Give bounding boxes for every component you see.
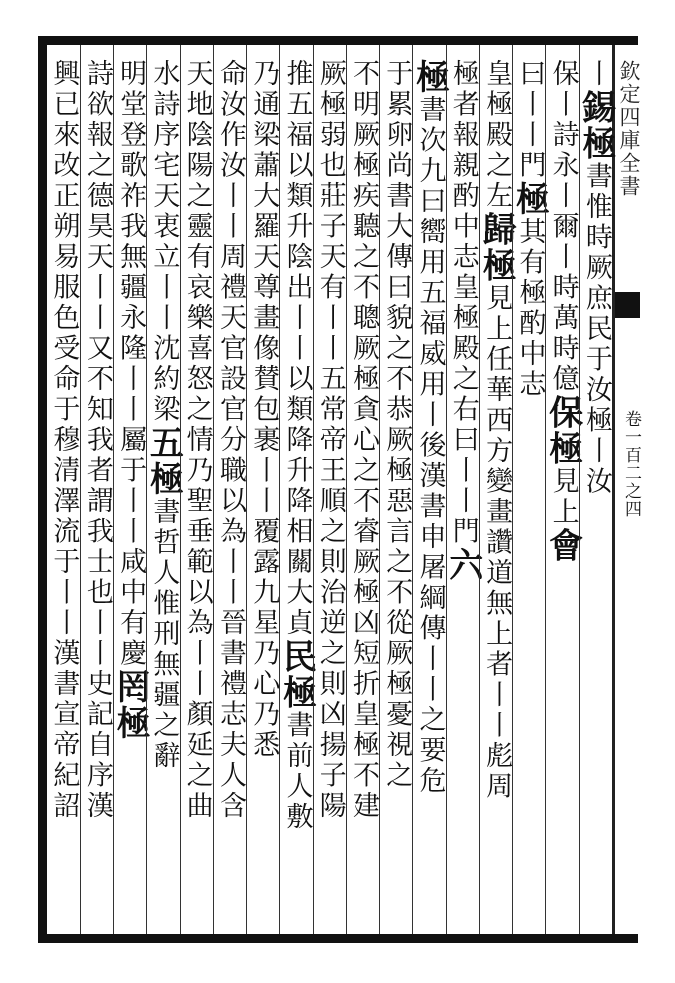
- column-text: [182, 59, 212, 929]
- entry-text: 乃心乃悉: [248, 638, 280, 761]
- entry-headword: 極: [509, 181, 550, 217]
- entry-text: 水詩序宅天衷立丨丨沈約梁: [148, 59, 180, 425]
- entry-text: 曰丨丨門: [514, 59, 546, 181]
- column-text: [409, 59, 450, 929]
- entry-text: 厥極弱也莊子天有丨丨五常帝王順之則治逆之則凶揚子陽: [314, 59, 346, 822]
- entry-text: 見上: [547, 466, 579, 528]
- frame-left-border: [38, 36, 47, 943]
- text-column: [346, 45, 379, 934]
- column-text: [215, 59, 245, 929]
- text-column: [143, 45, 184, 934]
- entry-text: 書前人敷: [281, 710, 313, 833]
- column-text: [315, 59, 345, 929]
- margin-divider: [612, 45, 615, 934]
- entry-text: 書次九曰嚮用五福威用丨後漢書申屠綱傳丨丨之要危: [414, 95, 446, 797]
- entry-text: 興已來改正朔易服色受命于穆清澤流于丨丨漢書宣帝紀詔: [48, 59, 80, 822]
- entry-headword: 民極: [276, 638, 317, 711]
- column-text: [509, 59, 550, 929]
- entry-headword: 歸極: [476, 211, 517, 284]
- text-column: [276, 45, 317, 934]
- entry-text: 丨: [580, 59, 612, 90]
- entry-text: 命汝作汝丨丨周禮天官設官分職以為丨丨晉書禮志夫人含: [214, 59, 246, 822]
- entry-headword: 保極: [542, 394, 583, 467]
- entry-text: 書惟時厥庶民于汝極丨汝: [580, 161, 612, 497]
- column-text: [442, 59, 483, 929]
- text-column: [180, 45, 213, 934]
- column-text: [348, 59, 378, 929]
- text-column: [442, 45, 483, 934]
- text-column: [476, 45, 517, 934]
- margin-book-title: 欽定四庫全書: [617, 60, 641, 198]
- text-body: [47, 45, 616, 934]
- entry-text: 屬于丨丨咸中有慶: [115, 425, 147, 669]
- column-text: [542, 59, 583, 929]
- frame-top-border: [38, 36, 638, 45]
- text-column: [110, 45, 151, 934]
- entry-text: 極者報親酌中志皇極殿之右曰丨丨門: [447, 59, 479, 547]
- entry-headword: 五極: [143, 425, 184, 497]
- text-column: [575, 45, 616, 934]
- text-column: [313, 45, 346, 934]
- entry-text: 不明厥極疾聽之不聰厥極貪心之不睿厥極凶短折皇極不建: [348, 59, 379, 822]
- entry-text: 保丨詩永丨爾丨時萬時億: [547, 59, 579, 395]
- column-text: [575, 59, 616, 929]
- entry-text: 皇極殿之左: [481, 59, 513, 212]
- entry-headword: 六: [442, 547, 483, 583]
- entry-text: 推五福以類升陰出丨丨以類降升降相關大貞: [281, 59, 313, 639]
- margin-volume-label: 卷一百二之四: [621, 410, 641, 518]
- text-column: [213, 45, 246, 934]
- entry-text: 見上任華西方變畫讚道無上者丨丨彪周: [481, 283, 513, 802]
- column-text: [48, 59, 78, 929]
- fish-tail-mark: [615, 292, 640, 318]
- column-text: [110, 59, 151, 929]
- entry-text: 于累卵尚書大傳曰貌之不恭厥極惡言之不從厥極憂視之: [381, 59, 413, 791]
- entry-text: 詩欲報之德昊天丨丨又不知我者謂我士也丨丨史記自序漢: [81, 59, 113, 822]
- entry-headword: 會: [542, 527, 583, 564]
- column-text: [476, 59, 517, 929]
- entry-headword: 錫極: [575, 89, 616, 162]
- text-column: [379, 45, 412, 934]
- entry-headword: 罔極: [110, 669, 151, 741]
- column-text: [143, 59, 184, 929]
- text-column: [246, 45, 279, 934]
- entry-headword: 極: [409, 59, 450, 95]
- column-text: [381, 59, 411, 929]
- entry-text: 乃通梁蕭大羅天尊畫像賛包裹丨丨覆露九星: [248, 59, 280, 639]
- text-column: [80, 45, 113, 934]
- column-text: [248, 59, 278, 929]
- frame-bottom-border: [38, 934, 638, 943]
- entry-text: 明堂登歌祚我無疆永隆丨丨: [115, 59, 147, 425]
- column-text: [82, 59, 112, 929]
- entry-text: 天地陰陽之靈有哀樂喜怒之情乃聖垂範以為丨丨顏延之曲: [181, 59, 213, 822]
- column-text: [276, 59, 317, 929]
- entry-text: 其有極酌中志: [514, 217, 546, 400]
- text-column: [409, 45, 450, 934]
- text-column: [542, 45, 583, 934]
- text-column: [509, 45, 550, 934]
- entry-text: 書哲人惟刑無疆之辭: [148, 497, 180, 772]
- text-column: [47, 45, 80, 934]
